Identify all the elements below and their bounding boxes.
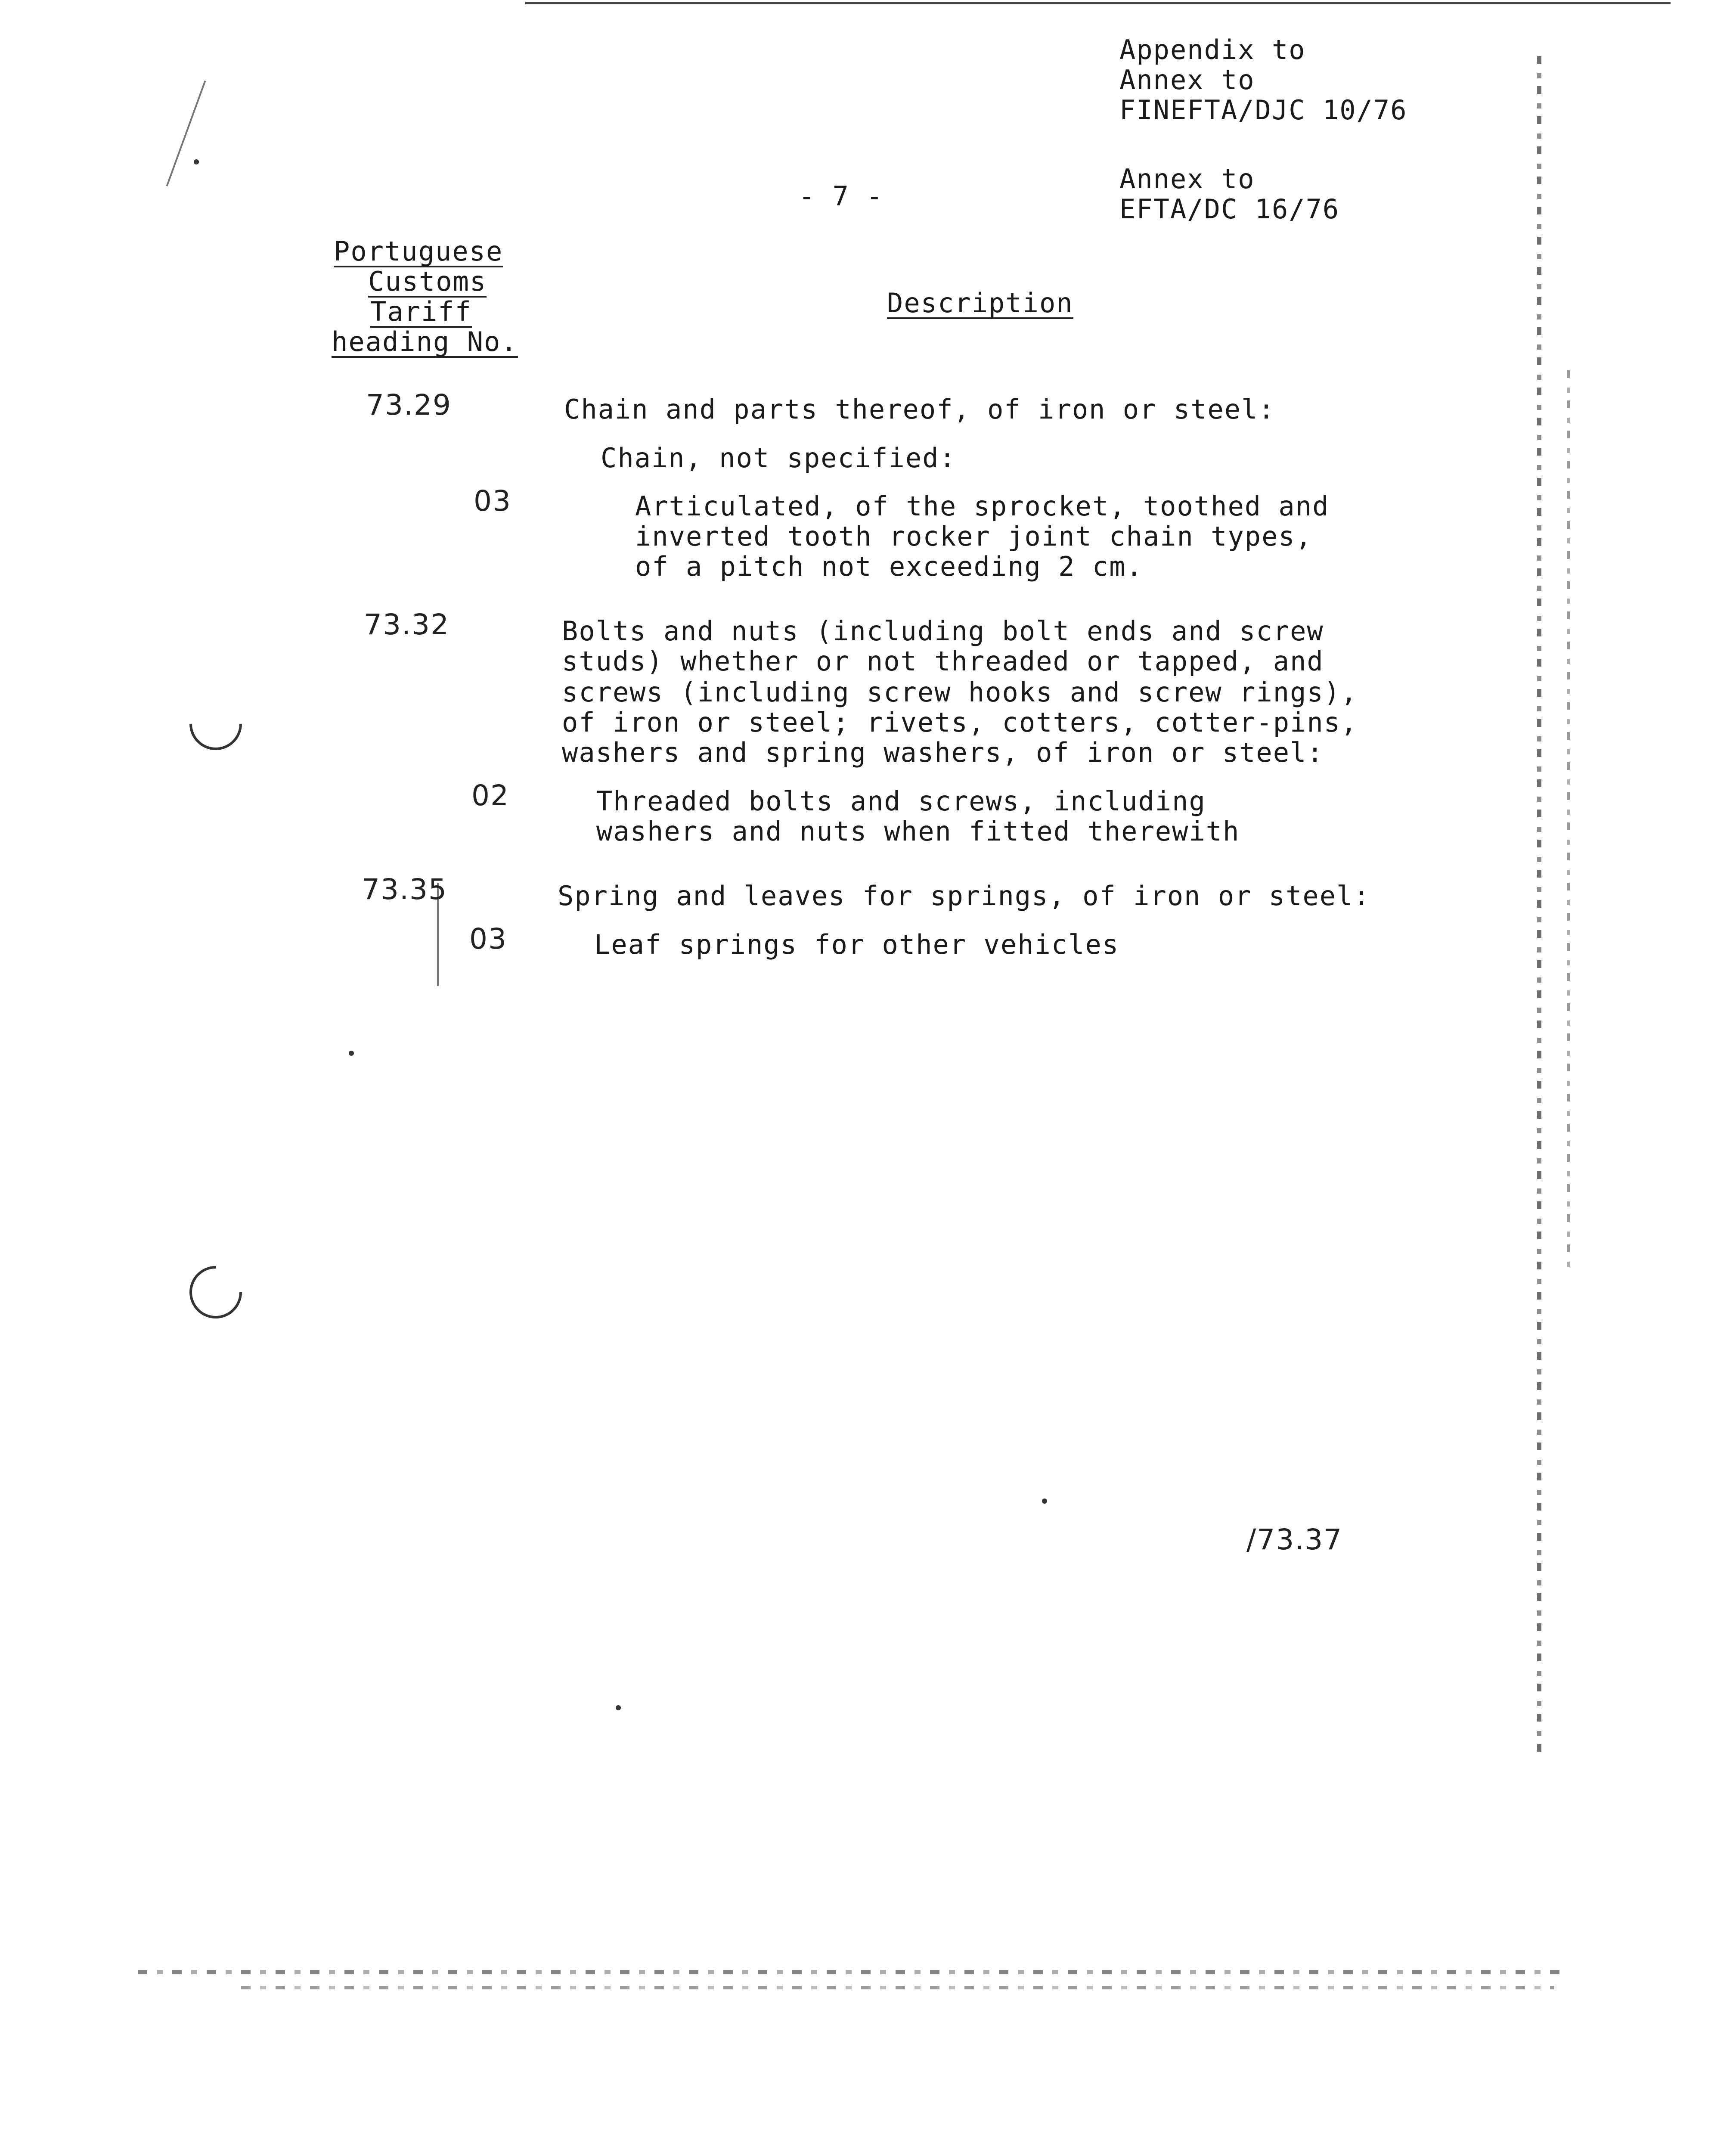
reference-line: FINEFTA/DJC 10/76 (1119, 94, 1407, 126)
column-title-line: heading No. (332, 326, 518, 357)
continuation-reference: /73.37 (1246, 1523, 1343, 1556)
entry-text: Chain and parts thereof, of iron or steel: (564, 394, 1275, 425)
entry-text: Threaded bolts and screws, including (596, 785, 1206, 817)
scan-artifact-strip (1567, 370, 1570, 1275)
scan-artifact-strip (1537, 56, 1541, 1753)
entry-text: Chain, not specified: (601, 442, 956, 474)
column-title-line: Customs (368, 266, 487, 297)
tariff-heading-number: 73.35 (362, 873, 447, 906)
scan-speck (1042, 1498, 1047, 1504)
stray-mark (166, 81, 206, 186)
entry-text: washers and nuts when fitted therewith (596, 816, 1240, 847)
column-title-line: Portuguese (334, 236, 503, 267)
entry-text: studs) whether or not threaded or tapped, and (562, 645, 1324, 677)
page-number: - 7 - (799, 180, 884, 212)
entry-text: screws (including screw hooks and screw rings), (562, 676, 1358, 708)
tariff-heading-number: 73.29 (366, 388, 452, 422)
scan-artifact-band (138, 1970, 1567, 1974)
reference-line: Appendix to (1119, 34, 1306, 65)
entry-text: washers and spring washers, of iron or steel: (562, 737, 1324, 768)
subheading-number: 03 (469, 922, 507, 956)
entry-text: of iron or steel; rivets, cotters, cotter-pins, (562, 707, 1358, 738)
punch-hole-mark (179, 1255, 253, 1330)
scan-speck (194, 159, 199, 164)
tariff-heading-number: 73.32 (364, 608, 450, 641)
reference-line: Annex to (1119, 163, 1255, 195)
punch-hole-mark (179, 687, 253, 761)
subheading-number: 02 (471, 779, 509, 812)
entry-text: of a pitch not exceeding 2 cm. (635, 551, 1143, 582)
entry-text: Bolts and nuts (including bolt ends and screw (562, 615, 1324, 647)
entry-text: Spring and leaves for springs, of iron or steel: (558, 880, 1370, 912)
description-column-title: Description (887, 287, 1073, 319)
scan-speck (616, 1705, 621, 1710)
entry-text: Articulated, of the sprocket, toothed and (635, 490, 1330, 522)
scan-speck (349, 1051, 354, 1056)
scan-artifact-band (241, 1986, 1554, 1989)
column-title-line: Tariff (370, 296, 472, 327)
entry-text: Leaf springs for other vehicles (594, 929, 1119, 960)
reference-line: EFTA/DC 16/76 (1119, 193, 1340, 225)
entry-text: inverted tooth rocker joint chain types, (635, 521, 1313, 552)
subheading-number: 03 (474, 484, 512, 518)
top-scan-edge (525, 2, 1671, 4)
reference-line: Annex to (1119, 64, 1255, 96)
